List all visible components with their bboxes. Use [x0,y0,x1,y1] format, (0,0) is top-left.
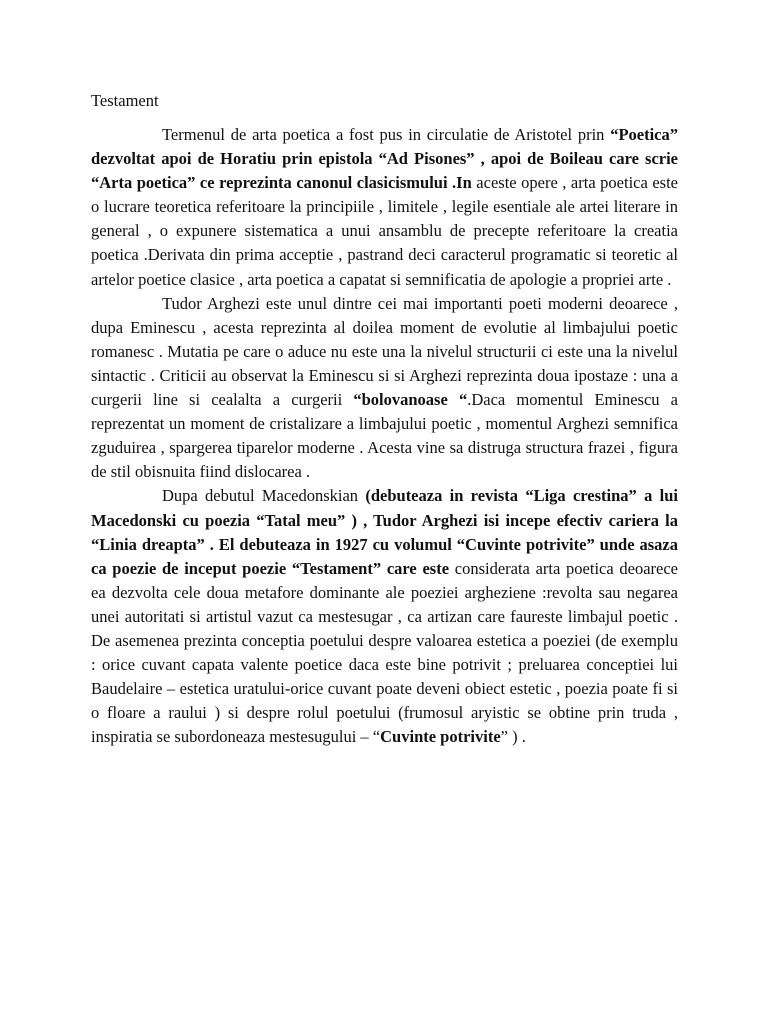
paragraph-2-segment-1: Tudor Arghezi este unul dintre cei mai importanti poeti moderni deoarece , dupa Eminescu , acesta reprezinta al doilea moment de evolutie al limbajului poetic romanesc . Mutatia pe care o aduce nu este una la nivelul structurii ci este una la nivelul sintactic . Criticii au observat la Eminescu si si Arghezi reprezinta doua ipostaze : una a curgerii line si cealalta a curgerii [91,293,678,410]
paragraph-3 [91,484,678,749]
paragraph-2-segment-3: .Daca momentul Eminescu a reprezentat un moment de cristalizare a limbajului poetic , momentul Arghezi semnifica zguduirea , spargerea tiparelor moderne . Acesta vine sa distruga structura frazei , figura de stil obisnuita fiind dislocarea . [91,390,678,482]
document-body [91,123,678,749]
paragraph-3-segment-5: ” ) . [500,727,526,747]
paragraph-1-segment-1: Termenul de arta poetica a fost pus in circulatie de Aristotel prin [162,125,611,144]
document-title: Testament [91,91,159,110]
paragraph-1 [91,123,678,292]
paragraph-3-segment-4: Cuvinte potrivite [380,727,501,747]
paragraph-3-segment-2: (debuteaza in revista “Liga crestina” a lui Macedonski cu poezia “Tatal meu” ) , Tudor Arghezi isi incepe efectiv cariera la “Linia dreapta” . El debuteaza in 1927 cu volumul “Cuvinte potrivite” unde asaza ca poezie de inceput poezie “Testament” care este [91,486,678,578]
paragraph-3-segment-1: Dupa debutul Macedonskian [162,486,366,506]
paragraph-2 [91,292,678,485]
paragraph-3-segment-3: considerata arta poetica deoarece ea dezvolta cele doua metafore dominante ale poeziei argheziene :revolta sau negarea unei autoritati si artistul vazut ca mestesugar , ca artizan care faureste limbajul poetic . De asemenea prezinta conceptia poetului despre valoarea estetica a poeziei (de exemplu : orice cuvant capata valente poetice daca este bine potrivit ; preluarea conceptiei lui Baudelaire – estetica uratului-orice cuvant poate deveni obiect estetic , poezia poate fi si o floare a raului ) si despre rolul poetului (frumosul aryistic se obtine prin truda , inspiratia se subordoneaza mestesugului – “ [91,558,679,747]
paragraph-1-segment-4: aceste opere , arta poetica este o lucrare teoretica referitoare la principiile , limitele , legile esentiale ale artei literare in general , o expunere sistematica a unui ansamblu de precepte referitoare la creatia poetica .Derivata din prima acceptie , pastrand deci caracterul programatic si teoretic al artelor poetice clasice , arta poetica a capatat si semnificatia de apologie a propriei arte . [91,173,678,289]
paragraph-2-segment-2: “bolovanoase “ [353,390,468,410]
paragraph-1-segment-2: “Poetica” dezvoltat apoi de Horatiu prin epistola “Ad Pisones” , apoi de [91,125,678,169]
paragraph-1-segment-3: Boileau care scrie “Arta poetica” ce reprezinta canonul clasicismului .In [91,149,678,193]
